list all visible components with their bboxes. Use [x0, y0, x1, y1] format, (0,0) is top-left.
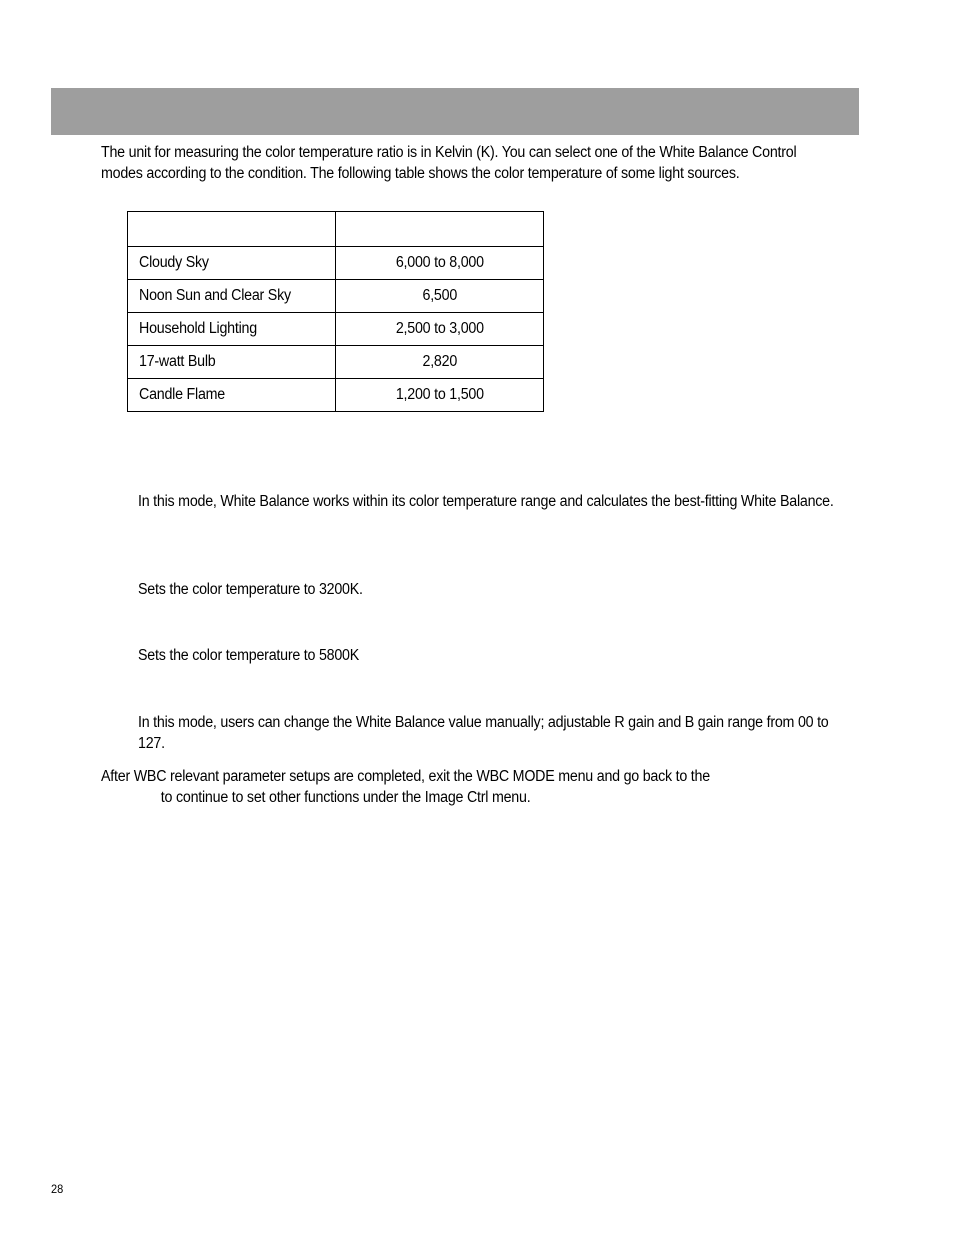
- mode-description-auto: In this mode, White Balance works within its color temperature range and calculates the best-fitting White Balance.: [138, 493, 834, 510]
- table-row: [128, 346, 544, 379]
- table-header-temperature: [336, 212, 544, 247]
- light-source-cell: Candle Flame: [128, 379, 336, 412]
- table-header-source: [128, 212, 336, 247]
- temperature-cell: 2,500 to 3,000: [336, 313, 544, 346]
- mode-description-3200k: Sets the color temperature to 3200K.: [138, 581, 363, 598]
- light-source-cell: Noon Sun and Clear Sky: [128, 280, 336, 313]
- table-row: [128, 247, 544, 280]
- temperature-cell: 6,500: [336, 280, 544, 313]
- table-row: [128, 280, 544, 313]
- temperature-cell: 6,000 to 8,000: [336, 247, 544, 280]
- intro-paragraph: The unit for measuring the color temperature ratio is in Kelvin (K). You can select one of the White Balance Control modes according to the condition. The following table shows the color temperature of some light sources.: [101, 144, 797, 182]
- table-row: [128, 313, 544, 346]
- light-source-cell: Cloudy Sky: [128, 247, 336, 280]
- mode-description-5800k: Sets the color temperature to 5800K: [138, 647, 360, 664]
- light-source-cell: Household Lighting: [128, 313, 336, 346]
- light-source-cell: 17-watt Bulb: [128, 346, 336, 379]
- temperature-cell: 2,820: [336, 346, 544, 379]
- footer-note-line-2: to continue to set other functions under the Image Ctrl menu.: [160, 789, 531, 806]
- color-temperature-table: [127, 211, 544, 412]
- table-header-row: [128, 212, 544, 247]
- mode-description-manual: In this mode, users can change the White Balance value manually; adjustable R gain and B gain range from 00 to 127.: [138, 714, 829, 752]
- footer-note-line-1: After WBC relevant parameter setups are completed, exit the WBC MODE menu and go back to the: [101, 768, 710, 785]
- page-number: 28: [51, 1182, 64, 1196]
- section-header-bar: [51, 88, 859, 135]
- footer-note: [101, 766, 809, 808]
- table-row: [128, 379, 544, 412]
- temperature-cell: 1,200 to 1,500: [336, 379, 544, 412]
